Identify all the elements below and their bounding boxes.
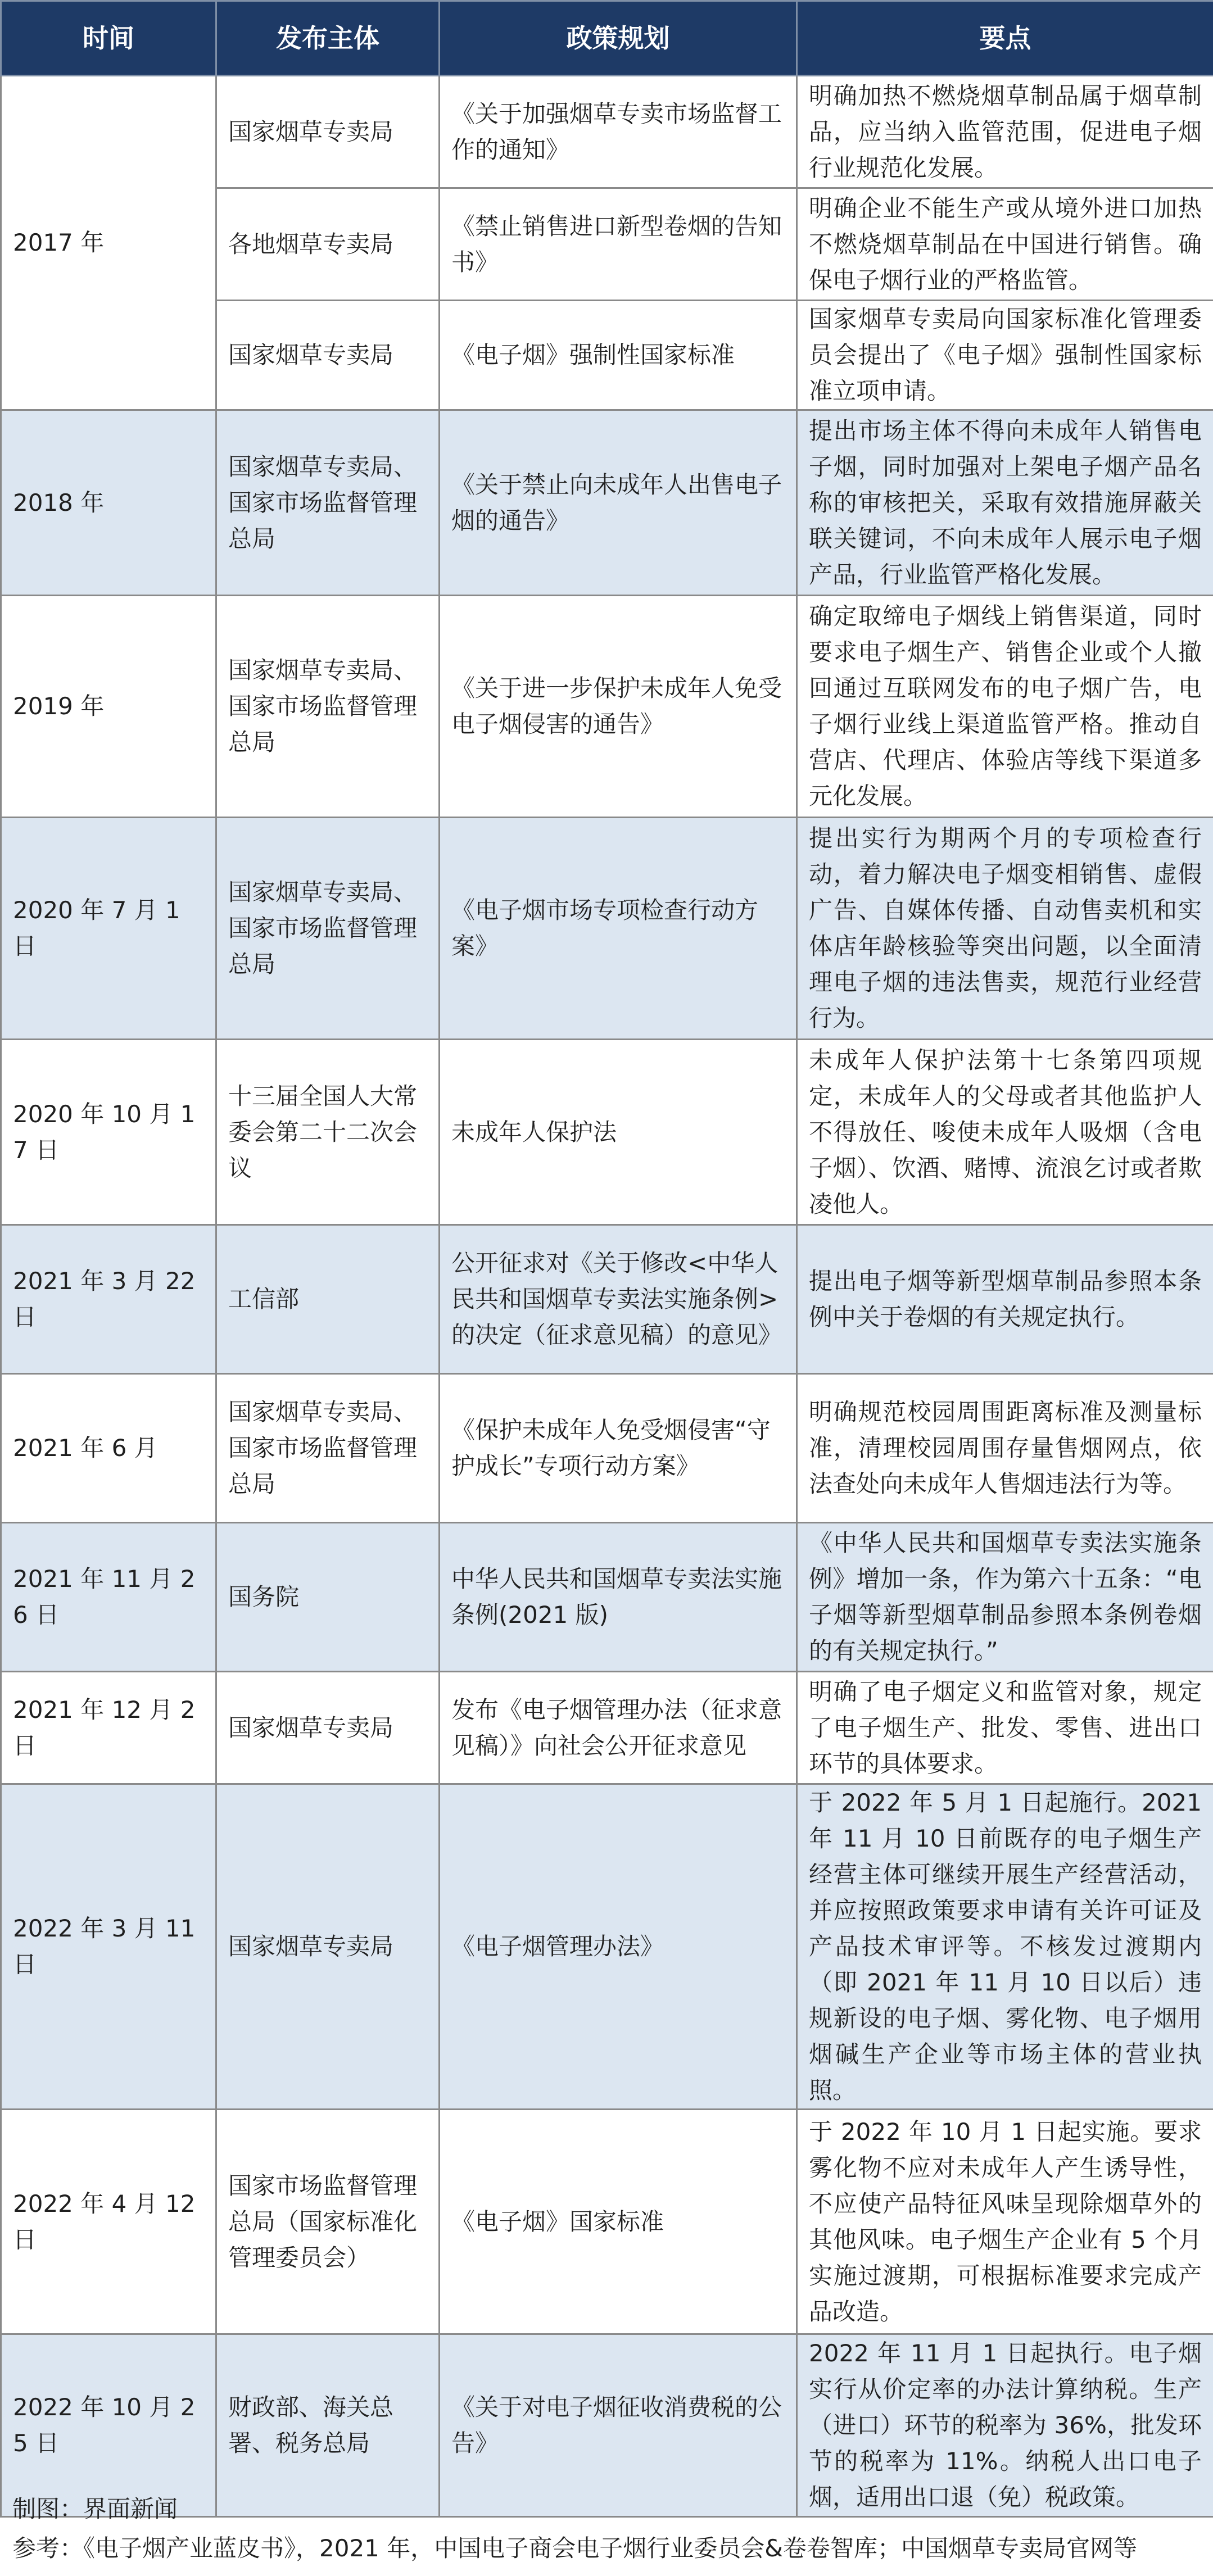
points-cell: 明确规范校园周围距离标准及测量标准，清理校园周围存量售烟网点，依法查处向未成年人售烟违法行为等。 xyxy=(797,1374,1213,1523)
policy-cell: 中华人民共和国烟草专卖法实施条例(2021 版) xyxy=(440,1523,797,1672)
policy-cell: 《关于对电子烟征收消费税的公告》 xyxy=(440,2334,797,2517)
table-row xyxy=(1,1225,1213,1374)
policy-cell: 《关于进一步保护未成年人免受电子烟侵害的通告》 xyxy=(440,596,797,818)
points-cell: 提出电子烟等新型烟草制品参照本条例中关于卷烟的有关规定执行。 xyxy=(797,1225,1213,1374)
time-cell: 2021 年 3 月 22 日 xyxy=(1,1225,216,1374)
issuer-cell: 国务院 xyxy=(216,1523,440,1672)
issuer-cell: 工信部 xyxy=(216,1225,440,1374)
issuer-cell: 国家市场监督管理总局（国家标准化管理委员会） xyxy=(216,2110,440,2334)
time-cell: 2021 年 12 月 2 日 xyxy=(1,1672,216,1784)
policy-cell: 《电子烟市场专项检查行动方案》 xyxy=(440,818,797,1040)
issuer-cell: 国家烟草专卖局 xyxy=(216,301,440,410)
time-cell: 2019 年 xyxy=(1,596,216,818)
time-cell: 2020 年 10 月 17 日 xyxy=(1,1040,216,1225)
issuer-cell: 国家烟草专卖局、国家市场监督管理总局 xyxy=(216,1374,440,1523)
policy-cell: 《电子烟》强制性国家标准 xyxy=(440,301,797,410)
policy-cell: 《禁止销售进口新型卷烟的告知书》 xyxy=(440,188,797,301)
points-cell: 明确企业不能生产或从境外进口加热不燃烧烟草制品在中国进行销售。确保电子烟行业的严格监管。 xyxy=(797,188,1213,301)
issuer-cell: 十三届全国人大常委会第二十二次会议 xyxy=(216,1040,440,1225)
table-row xyxy=(1,1374,1213,1523)
chart-credit: 制图：界面新闻 xyxy=(12,2495,178,2523)
time-cell: 2020 年 7 月 1 日 xyxy=(1,818,216,1040)
issuer-cell: 国家烟草专卖局 xyxy=(216,76,440,188)
time-cell: 2022 年 10 月 25 日 xyxy=(1,2334,216,2517)
policy-cell: 《保护未成年人免受烟侵害“守护成长”专项行动方案》 xyxy=(440,1374,797,1523)
points-cell: 于 2022 年 10 月 1 日起实施。要求雾化物不应对未成年人产生诱导性，不应使产品特征风味呈现除烟草外的其他风味。电子烟生产企业有 5 个月实施过渡期，可根据标准要求完成产品改造。 xyxy=(797,2110,1213,2334)
header-issuer: 发布主体 xyxy=(216,1,440,76)
points-cell: 明确加热不燃烧烟草制品属于烟草制品，应当纳入监管范围，促进电子烟行业规范化发展。 xyxy=(797,76,1213,188)
time-cell: 2022 年 4 月 12 日 xyxy=(1,2110,216,2334)
header-time: 时间 xyxy=(1,1,216,76)
table-row xyxy=(1,1040,1213,1225)
header-policy: 政策规划 xyxy=(440,1,797,76)
time-cell: 2018 年 xyxy=(1,410,216,596)
header-points: 要点 xyxy=(797,1,1213,76)
policy-cell: 公开征求对《关于修改<中华人民共和国烟草专卖法实施条例>的决定（征求意见稿）的意见》 xyxy=(440,1225,797,1374)
points-cell: 提出实行为期两个月的专项检查行动，着力解决电子烟变相销售、虚假广告、自媒体传播、自动售卖机和实体店年龄核验等突出问题，以全面清理电子烟的违法售卖，规范行业经营行为。 xyxy=(797,818,1213,1040)
issuer-cell: 国家烟草专卖局、国家市场监督管理总局 xyxy=(216,596,440,818)
policy-cell: 发布《电子烟管理办法（征求意见稿）》向社会公开征求意见 xyxy=(440,1672,797,1784)
table-row xyxy=(1,1523,1213,1672)
time-cell: 2021 年 11 月 26 日 xyxy=(1,1523,216,1672)
table-row xyxy=(1,2334,1213,2517)
points-cell: 提出市场主体不得向未成年人销售电子烟，同时加强对上架电子烟产品名称的审核把关，采取有效措施屏蔽关联关键词，不向未成年人展示电子烟产品，行业监管严格化发展。 xyxy=(797,410,1213,596)
points-cell: 于 2022 年 5 月 1 日起施行。2021 年 11 月 10 日前既存的电子烟生产经营主体可继续开展生产经营活动，并应按照政策要求申请有关许可证及产品技术审评等。不核发过渡期内（即 2021 年 11 月 10 日以后）违规新设的电子烟、雾化物、电子烟用烟碱生产企业等市场主体的营业执照。 xyxy=(797,1784,1213,2110)
issuer-cell: 国家烟草专卖局、国家市场监督管理总局 xyxy=(216,818,440,1040)
issuer-cell: 各地烟草专卖局 xyxy=(216,188,440,301)
issuer-cell: 财政部、海关总署、税务总局 xyxy=(216,2334,440,2517)
policy-cell: 《电子烟》国家标准 xyxy=(440,2110,797,2334)
policy-cell: 未成年人保护法 xyxy=(440,1040,797,1225)
policy-cell: 《电子烟管理办法》 xyxy=(440,1784,797,2110)
header-row xyxy=(1,1,1213,76)
points-cell: 明确了电子烟定义和监管对象，规定了电子烟生产、批发、零售、进出口环节的具体要求。 xyxy=(797,1672,1213,1784)
points-cell: 2022 年 11 月 1 日起执行。电子烟实行从价定率的办法计算纳税。生产（进口）环节的税率为 36%，批发环节的税率为 11%。纳税人出口电子烟，适用出口退（免）税政策。 xyxy=(797,2334,1213,2517)
table-row xyxy=(1,410,1213,596)
table-row xyxy=(1,818,1213,1040)
points-cell: 未成年人保护法第十七条第四项规定，未成年人的父母或者其他监护人不得放任、唆使未成年人吸烟（含电子烟）、饮酒、赌博、流浪乞讨或者欺凌他人。 xyxy=(797,1040,1213,1225)
time-cell: 2017 年 xyxy=(1,76,216,410)
policy-cell: 《关于禁止向未成年人出售电子烟的通告》 xyxy=(440,410,797,596)
time-cell: 2021 年 6 月 xyxy=(1,1374,216,1523)
source-reference: 参考：《电子烟产业蓝皮书》，2021 年，中国电子商会电子烟行业委员会&卷卷智库；中国烟草专卖局官网等 xyxy=(12,2534,1137,2562)
policy-cell: 《关于加强烟草专卖市场监督工作的通知》 xyxy=(440,76,797,188)
table-row xyxy=(1,1672,1213,1784)
time-cell: 2022 年 3 月 11 日 xyxy=(1,1784,216,2110)
table-row xyxy=(1,1784,1213,2110)
table-row xyxy=(1,76,1213,188)
points-cell: 确定取缔电子烟线上销售渠道，同时要求电子烟生产、销售企业或个人撤回通过互联网发布的电子烟广告，电子烟行业线上渠道监管严格。推动自营店、代理店、体验店等线下渠道多元化发展。 xyxy=(797,596,1213,818)
table-row xyxy=(1,2110,1213,2334)
table-row xyxy=(1,596,1213,818)
issuer-cell: 国家烟草专卖局、国家市场监督管理总局 xyxy=(216,410,440,596)
points-cell: 《中华人民共和国烟草专卖法实施条例》增加一条，作为第六十五条：“电子烟等新型烟草制品参照本条例卷烟的有关规定执行。” xyxy=(797,1523,1213,1672)
issuer-cell: 国家烟草专卖局 xyxy=(216,1784,440,2110)
points-cell: 国家烟草专卖局向国家标准化管理委员会提出了《电子烟》强制性国家标准立项申请。 xyxy=(797,301,1213,410)
issuer-cell: 国家烟草专卖局 xyxy=(216,1672,440,1784)
